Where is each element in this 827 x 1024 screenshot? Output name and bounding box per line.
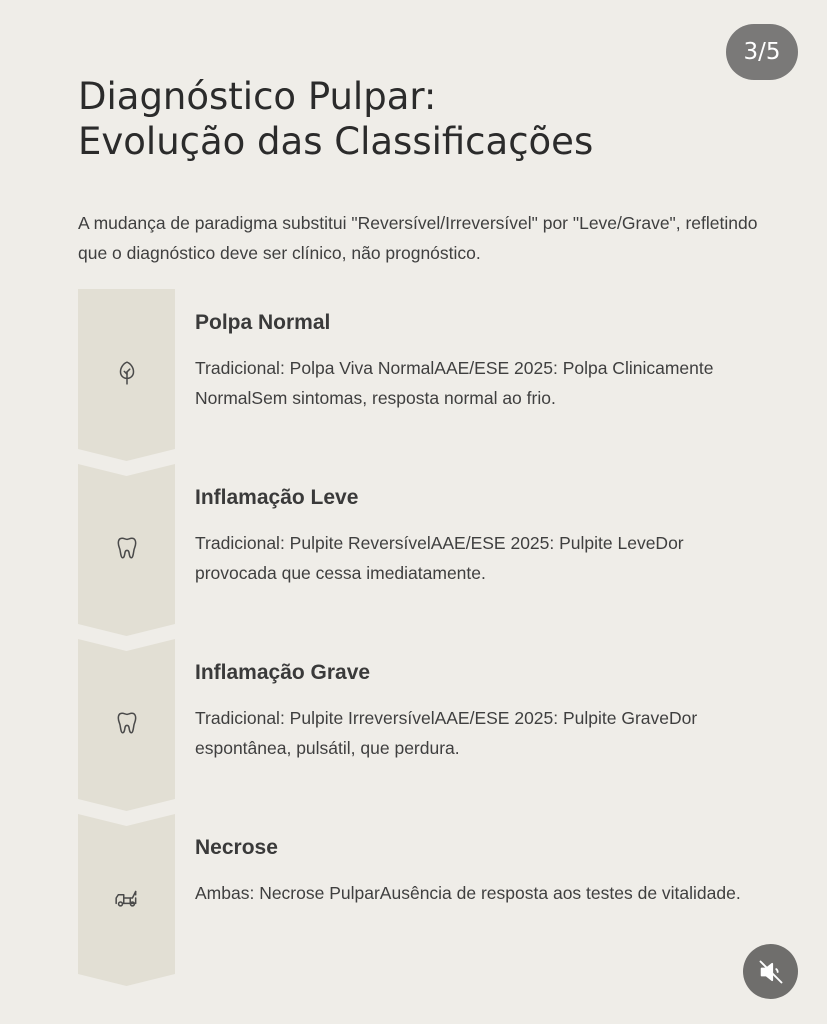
- step-description: Tradicional: Pulpite ReversívelAAE/ESE 2025: Pulpite LeveDor provocada que cessa imediatamente.: [195, 533, 684, 583]
- mute-button[interactable]: [743, 944, 798, 999]
- step-necrose: [78, 814, 778, 986]
- step-chevron: [78, 814, 175, 986]
- step-title: Inflamação Leve: [195, 486, 359, 509]
- step-title: Necrose: [195, 836, 278, 859]
- step-description: Tradicional: Pulpite IrreversívelAAE/ESE 2025: Pulpite GraveDor espontânea, pulsátil, que perdura.: [195, 708, 698, 758]
- step-chevron: [78, 464, 175, 636]
- step-title: Polpa Normal: [195, 311, 331, 334]
- step-chevron: [78, 639, 175, 811]
- step-description: Ambas: Necrose PulparAusência de resposta aos testes de vitalidade.: [195, 883, 741, 903]
- page-title: [78, 74, 593, 164]
- page-title-line-2: Evolução das Classificações: [78, 120, 594, 163]
- step-title: Inflamação Grave: [195, 661, 371, 684]
- step-inflamacao-leve: [78, 464, 778, 636]
- step-description: Tradicional: Polpa Viva NormalAAE/ESE 2025: Polpa Clinicamente NormalSem sintomas, resposta normal ao frio.: [195, 358, 714, 408]
- page-title-line-1: Diagnóstico Pulpar:: [78, 75, 437, 118]
- plant-icon: [114, 360, 140, 386]
- tooth-icon: [114, 535, 140, 561]
- tow-truck-icon: [114, 885, 140, 911]
- step-chevron: [78, 289, 175, 461]
- intro-text: A mudança de paradigma substitui "Reversível/Irreversível" por "Leve/Grave", refletindo que o diagnóstico deve ser clínico, não prognóstico.: [78, 213, 758, 263]
- speaker-muted-icon: [757, 958, 785, 986]
- step-polpa-normal: [78, 289, 778, 461]
- step-inflamacao-grave: [78, 639, 778, 811]
- page-counter: 3/5: [726, 24, 798, 80]
- tooth-icon: [114, 710, 140, 736]
